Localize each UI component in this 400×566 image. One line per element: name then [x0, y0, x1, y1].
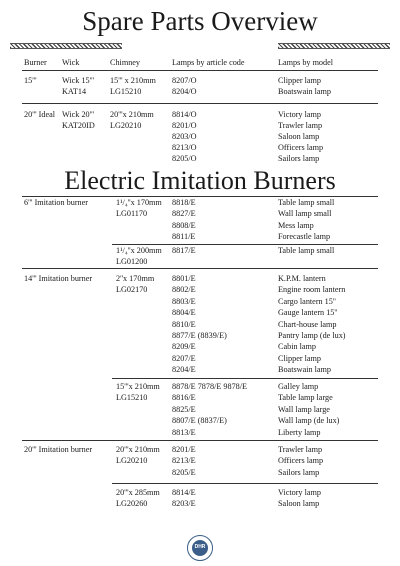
article-code-cell: 8811/E [172, 232, 196, 242]
model-cell: Wall lamp (de lux) [278, 416, 340, 426]
chimney-cell: LG15210 [110, 87, 142, 96]
model-cell: Officers lamp [278, 143, 324, 152]
article-code-cell: 8813/E [172, 427, 196, 437]
article-code-cell: 8827/E [172, 209, 196, 219]
wick-cell: Wick 15''' [62, 76, 95, 85]
chimney-cell: 1¹/₄''x 170mm [116, 198, 162, 207]
model-cell: Table lamp small [278, 246, 335, 255]
chimney-cell: LG15210 [116, 393, 148, 403]
model-cell: Officers lamp [278, 456, 324, 466]
model-cell: Clipper lamp [278, 76, 321, 85]
wick-cell: KAT20ID [62, 121, 95, 130]
article-code-cell: 8213/O [172, 143, 197, 152]
model-cell: Wall lamp small [278, 209, 332, 219]
article-code-cell: 8814/O [172, 110, 197, 119]
chimney-cell: 2''x 170mm [116, 274, 155, 283]
rope-divider-left [10, 43, 122, 49]
chimney-cell: LG20210 [110, 121, 142, 130]
chimney-cell: LG01170 [116, 209, 148, 219]
model-cell: Victory lamp [278, 488, 321, 497]
rope-divider-right [278, 43, 390, 49]
model-cell: Sailors lamp [278, 154, 320, 163]
model-cell: Forecastle lamp [278, 232, 331, 242]
article-code-cell: 8816/E [172, 393, 196, 403]
table1-header-rule [22, 70, 378, 71]
model-cell: Cabin lamp [278, 342, 316, 352]
article-code-cell: 8204/O [172, 87, 197, 96]
model-cell: Trawler lamp [278, 121, 323, 130]
article-code-cell: 8801/E [172, 274, 196, 283]
model-cell: Liberty lamp [278, 427, 321, 437]
article-code-cell: 8808/E [172, 220, 196, 230]
burner-cell: 20''' Ideal [24, 110, 56, 119]
burner-cell: 15''' [24, 76, 37, 85]
page-title: Spare Parts Overview [82, 6, 318, 36]
article-code-cell: 8803/E [172, 296, 196, 306]
article-code-cell: 8203/O [172, 132, 197, 141]
chimney-cell: LG01200 [116, 257, 148, 267]
table1-group-rule [22, 103, 378, 104]
model-cell: Saloon lamp [278, 132, 320, 141]
model-cell: Galley lamp [278, 382, 319, 391]
article-code-cell: 8877/E (8839/E) [172, 331, 227, 340]
article-code-cell: 8209/E [172, 342, 196, 352]
article-code-cell: 8204/E [172, 365, 196, 375]
chimney-cell: LG20260 [116, 499, 148, 509]
model-cell: Boatswain lamp [278, 365, 331, 375]
model-cell: Wall lamp large [278, 404, 330, 414]
chimney-cell: 15'''x 210mm [116, 382, 160, 391]
header-wick: Wick [62, 58, 80, 67]
article-code-cell: 8802/E [172, 285, 196, 295]
chimney-cell: LG02170 [116, 285, 148, 295]
burner-cell: 20''' Imitation burner [24, 445, 93, 454]
model-cell: K.P.M. lantern [278, 274, 326, 283]
section-rule [22, 196, 378, 197]
model-cell: Gauge lantern 15'' [278, 308, 338, 318]
header-model: Lamps by model [278, 58, 334, 67]
header-article-code: Lamps by article code [172, 58, 245, 67]
model-cell: Mess lamp [278, 220, 314, 230]
article-code-cell: 8207/E [172, 353, 196, 363]
article-code-cell: 8814/E [172, 488, 196, 497]
model-cell: Boatswain lamp [278, 87, 331, 96]
article-code-cell: 8878/E 7878/E 9878/E [172, 382, 248, 391]
article-code-cell: 8818/E [172, 198, 196, 207]
model-cell: Pantry lamp (de lux) [278, 331, 346, 340]
subgroup-rule [112, 378, 378, 379]
article-code-cell: 8201/E [172, 445, 196, 454]
header-burner: Burner [24, 58, 47, 67]
wick-cell: Wick 20''' [62, 110, 95, 119]
wick-cell: KAT14 [62, 87, 87, 96]
chimney-cell: 20'''x 285mm [116, 488, 160, 497]
article-code-cell: 8205/E [172, 467, 196, 477]
chimney-cell: 15''' x 210mm [110, 76, 156, 85]
article-code-cell: 8201/O [172, 121, 197, 130]
chimney-cell: 20'''x 210mm [116, 445, 160, 454]
logo-text: DHR [194, 544, 206, 550]
article-code-cell: 8213/E [172, 456, 196, 466]
article-code-cell: 8207/O [172, 76, 197, 85]
subgroup-rule [112, 483, 378, 484]
chimney-cell: 20'''x 210mm [110, 110, 154, 119]
model-cell: Victory lamp [278, 110, 321, 119]
subgroup-rule [112, 244, 378, 245]
article-code-cell: 8810/E [172, 319, 196, 329]
model-cell: Engine room lantern [278, 285, 346, 295]
model-cell: Trawler lamp [278, 445, 323, 454]
article-code-cell: 8205/O [172, 154, 197, 163]
group-rule [22, 268, 378, 269]
burner-cell: 6''' Imitation burner [24, 198, 88, 207]
section-title: Electric Imitation Burners [64, 166, 336, 195]
chimney-cell: 1¹/₄''x 200mm [116, 246, 162, 255]
article-code-cell: 8817/E [172, 246, 196, 255]
brand-logo [187, 535, 213, 561]
article-code-cell: 8825/E [172, 404, 196, 414]
model-cell: Cargo lantern 15'' [278, 296, 336, 306]
article-code-cell: 8203/E [172, 499, 196, 509]
model-cell: Clipper lamp [278, 353, 321, 363]
article-code-cell: 8807/E (8837/E) [172, 416, 227, 426]
model-cell: Chart-house lamp [278, 319, 337, 329]
header-chimney: Chimney [110, 58, 141, 67]
article-code-cell: 8804/E [172, 308, 196, 318]
model-cell: Table lamp large [278, 393, 333, 403]
model-cell: Sailors lamp [278, 467, 320, 477]
model-cell: Table lamp small [278, 198, 335, 207]
chimney-cell: LG20210 [116, 456, 148, 466]
burner-cell: 14''' Imitation burner [24, 274, 93, 283]
group-rule [22, 440, 378, 441]
model-cell: Saloon lamp [278, 499, 320, 509]
